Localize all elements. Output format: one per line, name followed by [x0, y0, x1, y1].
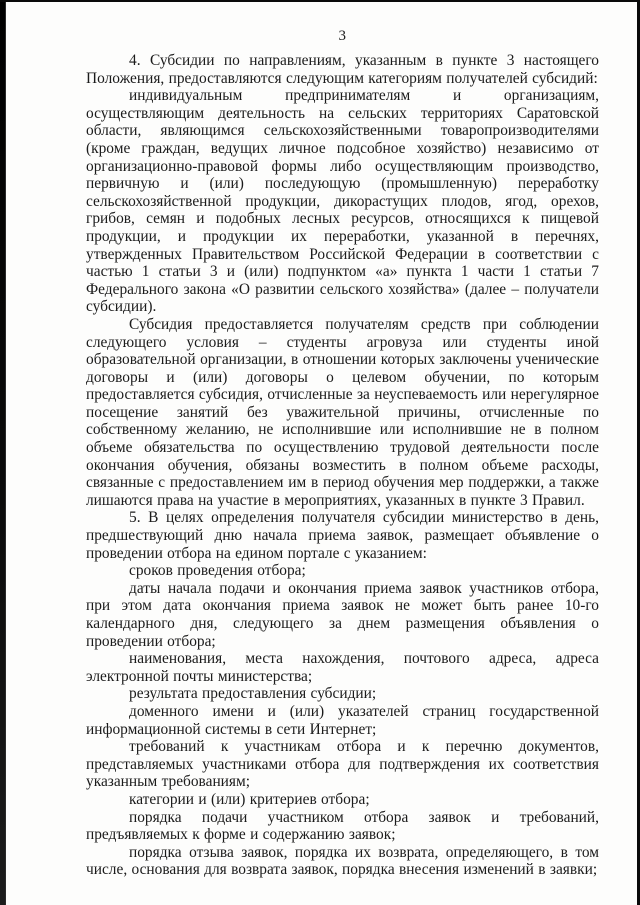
list-item-domain-name: доменного имени и (или) указателей страниц государственной информационной системы в сети Интернет;: [86, 702, 599, 738]
list-item-selection-terms: сроков проведения отбора;: [129, 562, 306, 580]
scan-edge-left: [0, 0, 6, 905]
paragraph-subsidy-condition: Субсидия предоставляется получателям средств при соблюдении следующего условия – студенты агровуза или студенты иной образовательной организации, в отношении которых заключены ученические договоры и (или) договоры о целевом обучении, по которым предоставляется субсидия, отчисленные за неуспеваемость или нерегулярное посещение занятий без уважительной причины, отчисленные по собственному желанию, не исполнившие или исполнившие не в полном объеме обязательства по осуществлению трудовой деятельности после окончания обучения, обязаны возместить в полном объеме расходы, связанные с предоставлением им в период обучения мер поддержки, а также лишаются права на участие в мероприятиях, указанных в пункте 3 Правил.: [86, 315, 599, 509]
paragraph-recipient-categories: индивидуальным предпринимателям и организациям, осуществляющим деятельность на сельских территориях Саратовской области, являющимся сельскохозяйственными товаропроизводителями (кроме граждан, ведущих личное подсобное хозяйство) независимо от организационно-правовой формы либо осуществляющим производство, первичную и (или) последующую (промышленную) переработку сельскохозяйственной продукции, дикорастущих плодов, ягод, орехов, грибов, семян и подобных лесных ресурсов, относящихся к пищевой продукции, и продукции их переработки, указанной в перечнях, утвержденных Правительством Российской Федерации в соответствии с частью 1 статьи 3 и (или) подпунктом «а» пункта 1 части 1 статьи 7 Федерального закона «О развитии сельского хозяйства» (далее – получатели субсидии).: [86, 87, 599, 316]
list-item-application-submission: порядка подачи участником отбора заявок и требований, предъявляемых к форме и содержанию заявок;: [86, 808, 599, 844]
list-item-application-dates: даты начала подачи и окончания приема заявок участников отбора, при этом дата окончания приема заявок не может быть ранее 10-го календарного дня, следующего за днем размещения объявления о проведении отбора;: [86, 579, 599, 650]
page-number: 3: [338, 28, 347, 44]
list-item-subsidy-result: результата предоставления субсидии;: [129, 685, 377, 703]
document-body: [86, 52, 599, 879]
list-item-ministry-contacts: наименования, места нахождения, почтового адреса, адреса электронной почты министерства;: [86, 650, 599, 685]
list-item-selection-criteria: категории и (или) критериев отбора;: [129, 790, 370, 808]
list-item-participant-requirements: требований к участникам отбора и к перечню документов, представляемых участниками отбора для подтверждения их соответствия указанным требованиям;: [86, 738, 599, 791]
paragraph-4-subsidy-directions: 4. Субсидии по направлениям, указанным в пункте 3 настоящего Положения, предоставляются следующим категориям получателей субсидий:: [86, 52, 599, 87]
paragraph-5-announcement: 5. В целях определения получателя субсидии министерство в день, предшествующий дню начала приема заявок, размещает объявление о проведении отбора на едином портале с указанием:: [86, 509, 599, 562]
list-item-application-withdrawal: порядка отзыва заявок, порядка их возврата, определяющего, в том числе, основания для возврата заявок, порядка внесения изменений в заявки;: [86, 843, 599, 879]
scan-edge-top: [0, 0, 640, 2]
